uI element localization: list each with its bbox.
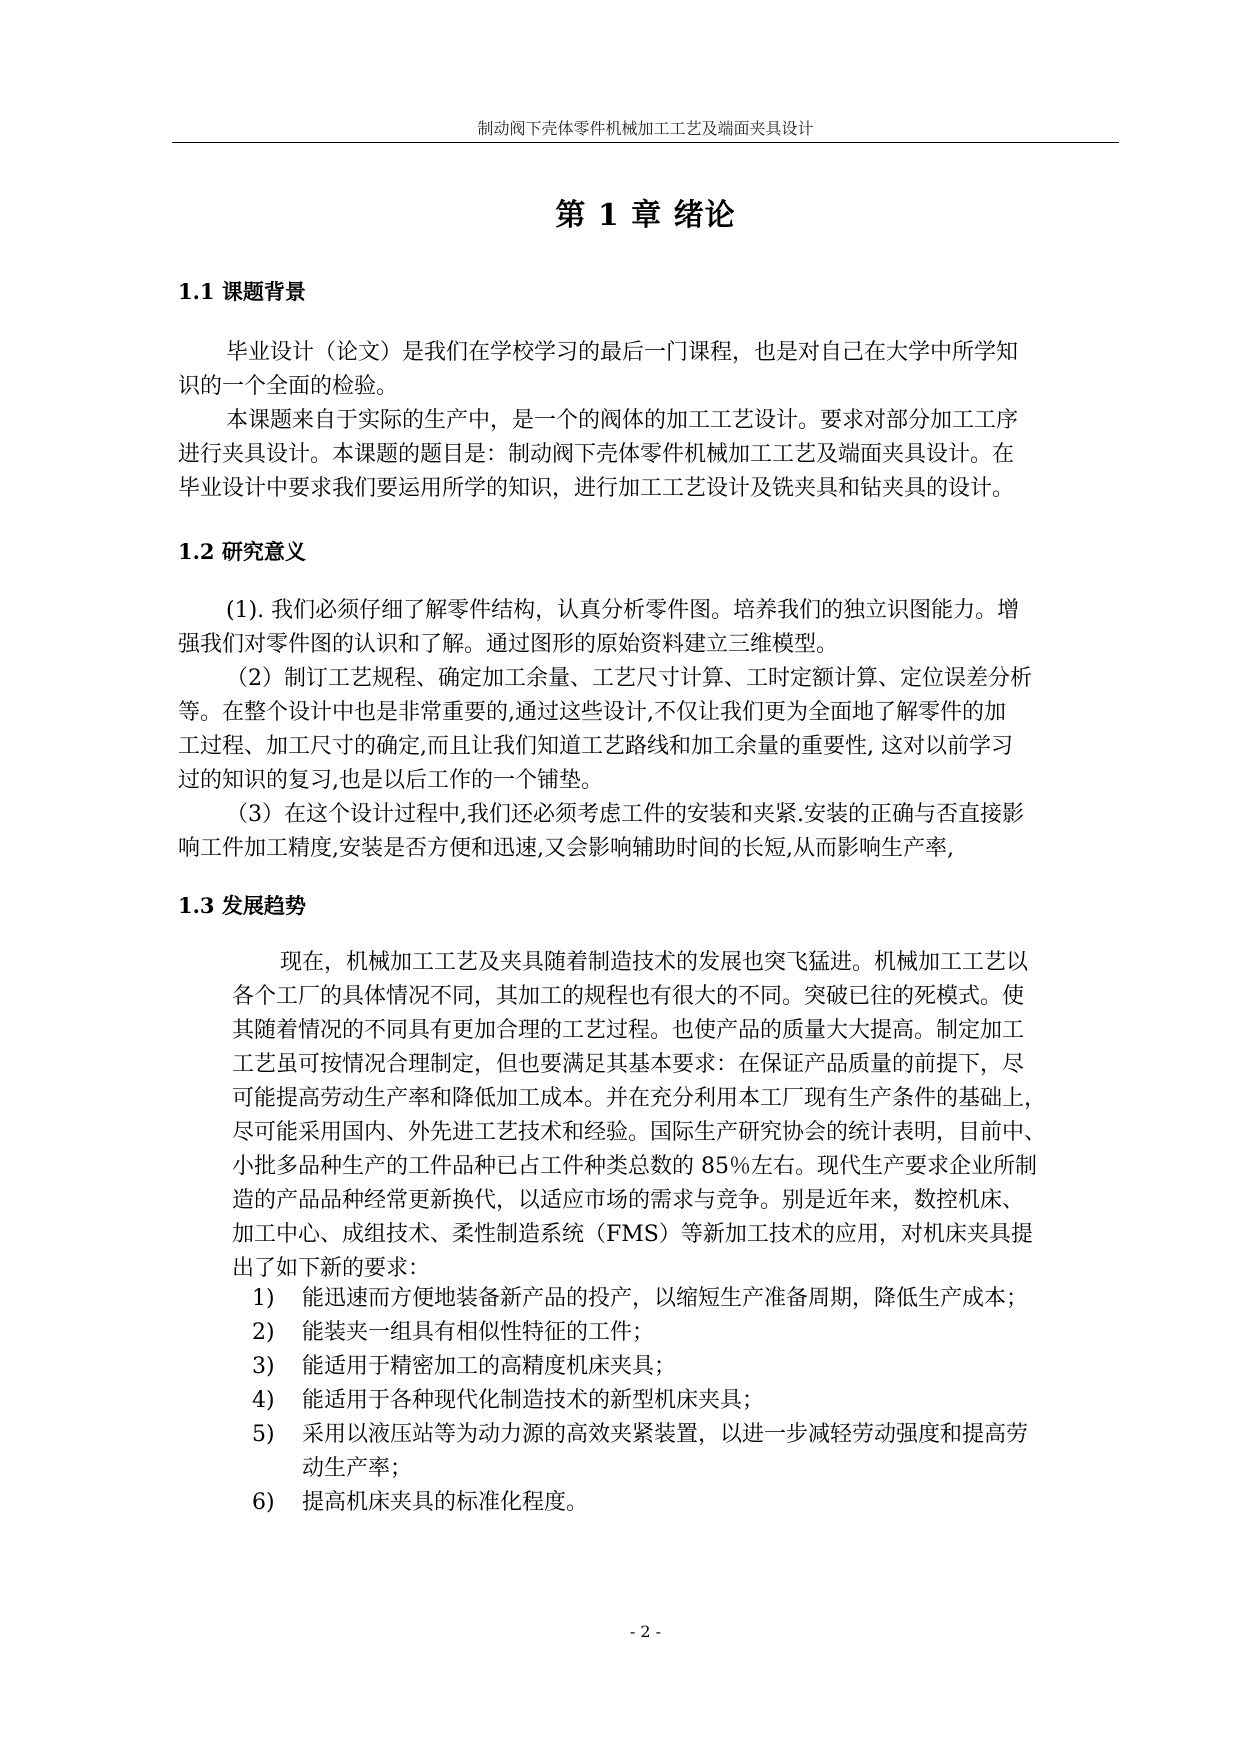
text-line: 加工中心、成组技术、柔性制造系统（FMS）等新加工技术的应用，对机床夹具提 — [232, 1222, 1033, 1247]
list-text: 能迅速而方便地装备新产品的投产，以缩短生产准备周期，降低生产成本； — [302, 1286, 1029, 1311]
list-text: 采用以液压站等为动力源的高效夹紧装置，以进一步减轻劳动强度和提高劳 — [302, 1422, 1029, 1447]
paragraph — [178, 336, 1118, 506]
list-text: 能装夹一组具有相似性特征的工件； — [302, 1320, 655, 1345]
text-line: 出了如下新的要求： — [232, 1256, 431, 1281]
text-line: 过的知识的复习,也是以后工作的一个铺垫。 — [178, 768, 603, 793]
list-number: 2) — [252, 1320, 275, 1345]
text-line: 造的产品品种经常更新换代，以适应市场的需求与竞争。别是近年来，数控机床、 — [232, 1188, 1025, 1213]
text-line: 识的一个全面的检验。 — [178, 374, 399, 399]
text-line: 本课题来自于实际的生产中，是一个的阀体的加工工艺设计。要求对部分加工工序 — [226, 408, 1019, 433]
text-line: 进行夹具设计。本课题的题目是：制动阀下壳体零件机械加工工艺及端面夹具设计。在 — [178, 442, 1015, 467]
chapter-title: 第 1 章 绪论 — [555, 198, 736, 233]
text-line: 其随着情况的不同具有更加合理的工艺过程。也使产品的质量大大提高。制定加工 — [232, 1018, 1025, 1043]
section-heading-1-1: 1.1 课题背景 — [178, 279, 306, 304]
list-item — [252, 1486, 1122, 1520]
list-number: 4) — [252, 1388, 275, 1413]
text-line: 尽可能采用国内、外先进工艺技术和经验。国际生产研究协会的统计表明，目前中、 — [232, 1120, 1047, 1145]
text-line: 毕业设计中要求我们要运用所学的知识，进行加工工艺设计及铣夹具和钻夹具的设计。 — [178, 476, 1015, 501]
text-line: 毕业设计（论文）是我们在学校学习的最后一门课程，也是对自己在大学中所学知 — [226, 340, 1019, 365]
text-line: 各个工厂的具体情况不同，其加工的规程也有很大的不同。突破已往的死模式。使 — [232, 984, 1025, 1009]
text-line: 强我们对零件图的认识和了解。通过图形的原始资料建立三维模型。 — [178, 632, 839, 657]
list-text: 能适用于精密加工的高精度机床夹具； — [302, 1354, 677, 1379]
list-item — [252, 1316, 1122, 1350]
text-line: (1). 我们必须仔细了解零件结构，认真分析零件图。培养我们的独立识图能力。增 — [226, 598, 1020, 623]
text-line: （2）制订工艺规程、确定加工余量、工艺尺寸计算、工时定额计算、定位误差分析 — [226, 666, 1032, 691]
list-text: 能适用于各种现代化制造技术的新型机床夹具； — [302, 1388, 765, 1413]
text-line: 工艺虽可按情况合理制定，但也要满足其基本要求：在保证产品质量的前提下，尽 — [232, 1052, 1025, 1077]
section-heading-1-3: 1.3 发展趋势 — [178, 893, 306, 918]
text-line: 小批多品种生产的工件品种已占工件种类总数的 85％左右。现代生产要求企业所制 — [232, 1154, 1037, 1179]
list-text-continued: 动生产率； — [302, 1456, 413, 1481]
list-number: 6) — [252, 1490, 275, 1515]
list-item — [252, 1384, 1122, 1418]
text-line: 工过程、加工尺寸的确定,而且让我们知道工艺路线和加工余量的重要性, 这对以前学习 — [178, 734, 1013, 759]
list-number: 5) — [252, 1422, 275, 1447]
section-heading-1-2: 1.2 研究意义 — [178, 539, 306, 564]
text-line: 响工件加工精度,安装是否方便和迅速,又会影响辅助时间的长短,从而影响生产率, — [178, 836, 954, 861]
list-item — [252, 1350, 1122, 1384]
text-line: 等。在整个设计中也是非常重要的,通过这些设计,不仅让我们更为全面地了解零件的加 — [178, 700, 1006, 725]
running-header: 制动阀下壳体零件机械加工工艺及端面夹具设计 — [477, 119, 814, 138]
text-line: 可能提高劳动生产率和降低加工成本。并在充分利用本工厂现有生产条件的基础上， — [232, 1086, 1047, 1111]
page-number: - 2 - — [629, 1622, 662, 1641]
text-line: 现在，机械加工工艺及夹具随着制造技术的发展也突飞猛进。机械加工工艺以 — [280, 950, 1029, 975]
paragraph — [232, 946, 1118, 1286]
list-text: 提高机床夹具的标准化程度。 — [302, 1490, 589, 1515]
list-number: 3) — [252, 1354, 275, 1379]
list-number: 1) — [252, 1286, 275, 1311]
text-line: （3）在这个设计过程中,我们还必须考虑工件的安装和夹紧.安装的正确与否直接影 — [226, 802, 1024, 827]
header-divider — [172, 142, 1119, 143]
list-item — [252, 1282, 1122, 1316]
list-item — [252, 1418, 1122, 1486]
paragraph — [178, 594, 1118, 866]
